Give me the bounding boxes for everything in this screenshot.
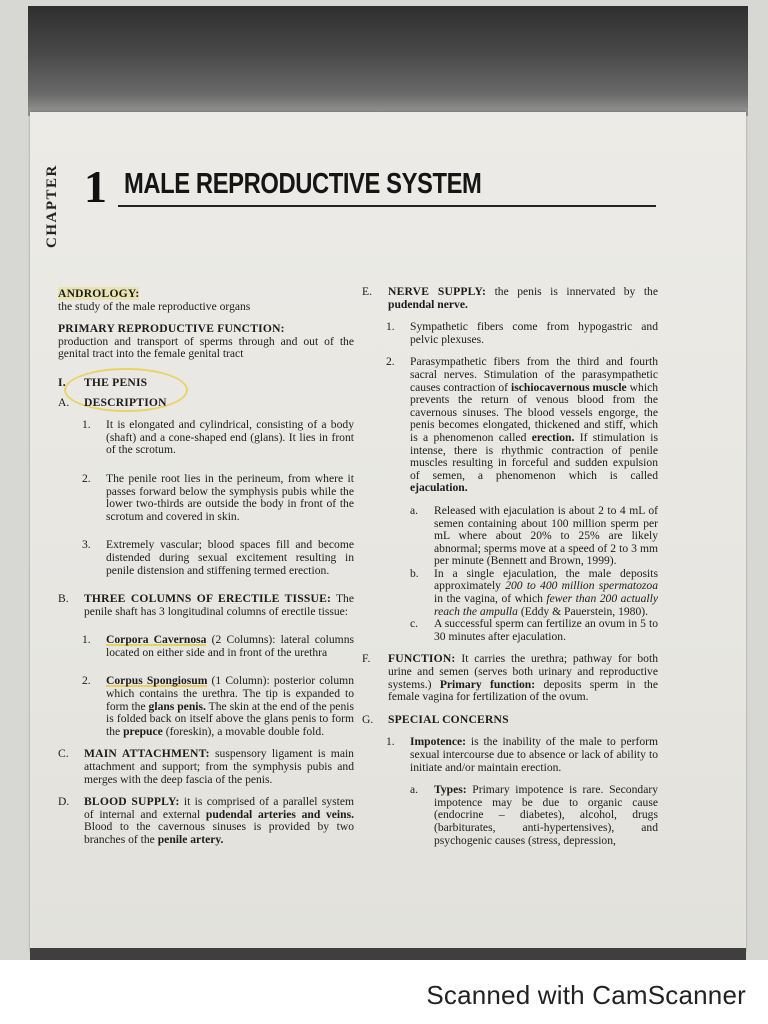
item-number: 2. [82, 674, 91, 688]
subsection-text: It carries the urethra; pathway for both urine and semen (serves both urinary and reproductive systems.) [388, 652, 658, 691]
item-number: 2. [386, 355, 395, 369]
primary-function-heading: PRIMARY REPRODUCTIVE FUNCTION: [58, 322, 285, 336]
list-item [362, 321, 658, 346]
camscanner-watermark: Scanned with CamScanner [426, 980, 746, 1010]
subsection-d [58, 796, 354, 846]
subsection-a-heading [58, 397, 354, 410]
subsection-e [362, 286, 658, 311]
item-number: 1. [386, 320, 395, 334]
term: ischiocavernous muscle [511, 380, 627, 394]
andrology-definition: the study of the male reproductive organs [58, 299, 251, 313]
item-letter: a. [410, 783, 419, 797]
andrology-section [58, 288, 354, 313]
item-text: which prevents the return of venous blood from the cavernous sinuses. The blood vessels engorge, the penis becomes elongated, thickened and stiff, which is a phenomenon called [410, 380, 659, 444]
subsection-letter: F. [362, 652, 371, 666]
item-number: 1. [82, 418, 91, 432]
item-text: It is elongated and cylindrical, consisting of a body (shaft) and a cone-shaped end (glans). It lies in front of the scrotum. [106, 418, 354, 457]
subsection-title: FUNCTION: [388, 652, 456, 666]
right-column [362, 286, 658, 847]
list-item [58, 419, 354, 457]
subsection-text: it is comprised of a parallel system of internal and external [84, 795, 354, 821]
subsection-title: MAIN ATTACHMENT: [84, 747, 210, 761]
andrology-heading: ANDROLOGY: [58, 287, 140, 300]
emphasis: 200 to 400 million spermatozoa [505, 579, 658, 593]
list-item [362, 505, 658, 568]
item-text: If stimulation is intense, there is rhythmic contraction of penile muscles resulting in forceful and sudden expulsion of semen, a phenomenon which is called [410, 430, 658, 482]
subsection-c [58, 748, 354, 786]
item-text: (Eddy & Pauerstein, 1980). [520, 604, 649, 618]
subsection-b [58, 593, 354, 618]
chapter-number: 1 [84, 161, 107, 212]
item-text: (2 Columns): lateral columns located on either side and in front of the urethra [106, 633, 355, 659]
subsection-letter: D. [58, 795, 70, 809]
item-text: Parasympathetic fibers from the third and fourth sacral nerves. Stimulation of the parasympathetic causes contraction of [410, 355, 658, 394]
item-number: 3. [82, 538, 91, 552]
subsection-title: SPECIAL CONCERNS [388, 712, 509, 726]
list-item [362, 784, 658, 847]
subsection-text: The penile shaft has 3 longitudinal columns of erectile tissue: [84, 592, 354, 618]
term: prepuce [123, 724, 163, 738]
subsection-letter: G. [362, 712, 374, 726]
term: Types: [434, 783, 467, 797]
item-text: A successful sperm can fertilize an ovum in 5 to 30 minutes after ejaculation. [434, 617, 658, 643]
term: Primary function: [439, 677, 536, 691]
subsection-letter: A. [58, 395, 70, 409]
subsection-letter: C. [58, 747, 69, 761]
term: pudendal nerve. [388, 297, 468, 311]
item-number: 2. [82, 471, 91, 485]
term: erection. [531, 430, 575, 444]
chapter-label: CHAPTER [44, 164, 60, 248]
subsection-title: DESCRIPTION [84, 395, 167, 409]
list-item [58, 539, 354, 577]
term: ejaculation. [410, 481, 468, 495]
item-text: in the vagina, of which [434, 592, 543, 606]
term: penile artery. [157, 833, 224, 846]
item-text: In a single ejaculation, the male deposits approximately [434, 566, 658, 593]
section-number: I. [58, 375, 66, 389]
subsection-title: NERVE SUPPLY: [388, 285, 487, 298]
item-text: is the inability of the male to perform sexual intercourse due to absence or lack of ability to initiate and/or maintain erection. [410, 735, 658, 774]
list-item [362, 356, 658, 495]
subsection-f [362, 653, 658, 703]
item-text: Released with ejaculation is about 2 to 4 mL of semen containing about 100 million sperm per mL where about 20% to 25% are likely abnormal; sperms move at a speed of 2 to 3 mm per minute (Bennett and Brown, 1999). [434, 503, 658, 568]
subsection-text: deposits sperm in the female vagina for fertilization of the ovum. [388, 677, 658, 704]
item-text: Primary impotence is rare. Secondary impotence may be due to organic cause (endocrine – diabetes), alcohol, drugs (barbiturates, anti-hypertensives), and psychogenic causes (stress, depression, [434, 783, 659, 847]
primary-function-text: production and transport of sperms through and out of the genital tract into the female genital tract [58, 334, 354, 361]
scanner-bottom-edge [30, 948, 746, 960]
subsection-title: THREE COLUMNS OF ERECTILE TISSUE: [84, 592, 332, 606]
item-letter: c. [410, 617, 419, 631]
list-item [58, 675, 354, 738]
item-text: (1 Column): posterior column which contains the urethra. The tip is expanded to form the [106, 674, 354, 713]
left-column [58, 288, 354, 847]
list-item [362, 736, 658, 774]
list-item [362, 568, 658, 618]
item-number: 1. [82, 633, 91, 647]
list-item [362, 618, 658, 643]
term: Corpus Spongiosum [106, 674, 208, 688]
list-item [58, 634, 354, 659]
subsection-title: BLOOD SUPPLY: [84, 795, 180, 809]
subsection-text: the penis is innervated by the [494, 285, 658, 298]
item-text: (foreskin), a movable double fold. [165, 724, 325, 738]
chapter-title: MALE REPRODUCTIVE SYSTEM [124, 168, 482, 200]
emphasis: fewer than 200 actually reach the ampulla [434, 592, 658, 618]
item-letter: a. [410, 503, 419, 517]
subsection-text: Blood to the cavernous sinuses is provided by two branches of the [84, 820, 354, 846]
list-item [58, 473, 354, 523]
section-title: THE PENIS [84, 375, 148, 389]
title-rule [118, 205, 656, 207]
subsection-letter: E. [362, 285, 372, 298]
term: Impotence: [410, 735, 467, 749]
item-number: 1. [386, 735, 395, 749]
term: pudendal arteries and veins. [205, 807, 354, 821]
scanner-top-shadow [28, 6, 748, 116]
subsection-text: suspensory ligament is main attachment and support; from the symphysis pubis and merges with the deep fascia of the penis. [84, 747, 354, 786]
item-letter: b. [410, 566, 419, 580]
subsection-g [362, 714, 658, 727]
subsection-letter: B. [58, 592, 69, 606]
primary-function-section [58, 323, 354, 361]
item-text: The penile root lies in the perineum, from where it passes forward below the symphysis pubis while the lower two-thirds are outside the body in front of the scrotum and covered in skin. [106, 471, 354, 523]
section-penis-heading [58, 377, 354, 390]
item-text: Sympathetic fibers come from hypogastric and pelvic plexuses. [410, 320, 658, 346]
term: glans penis. [148, 699, 206, 713]
term: Corpora Cavernosa [106, 633, 207, 647]
item-text: The skin at the end of the penis is folded back on itself above the glans penis to form the [106, 699, 354, 738]
item-text: Extremely vascular; blood spaces fill and become distended during sexual excitement resulting in penile distension and stiffening termed erection. [106, 538, 354, 577]
